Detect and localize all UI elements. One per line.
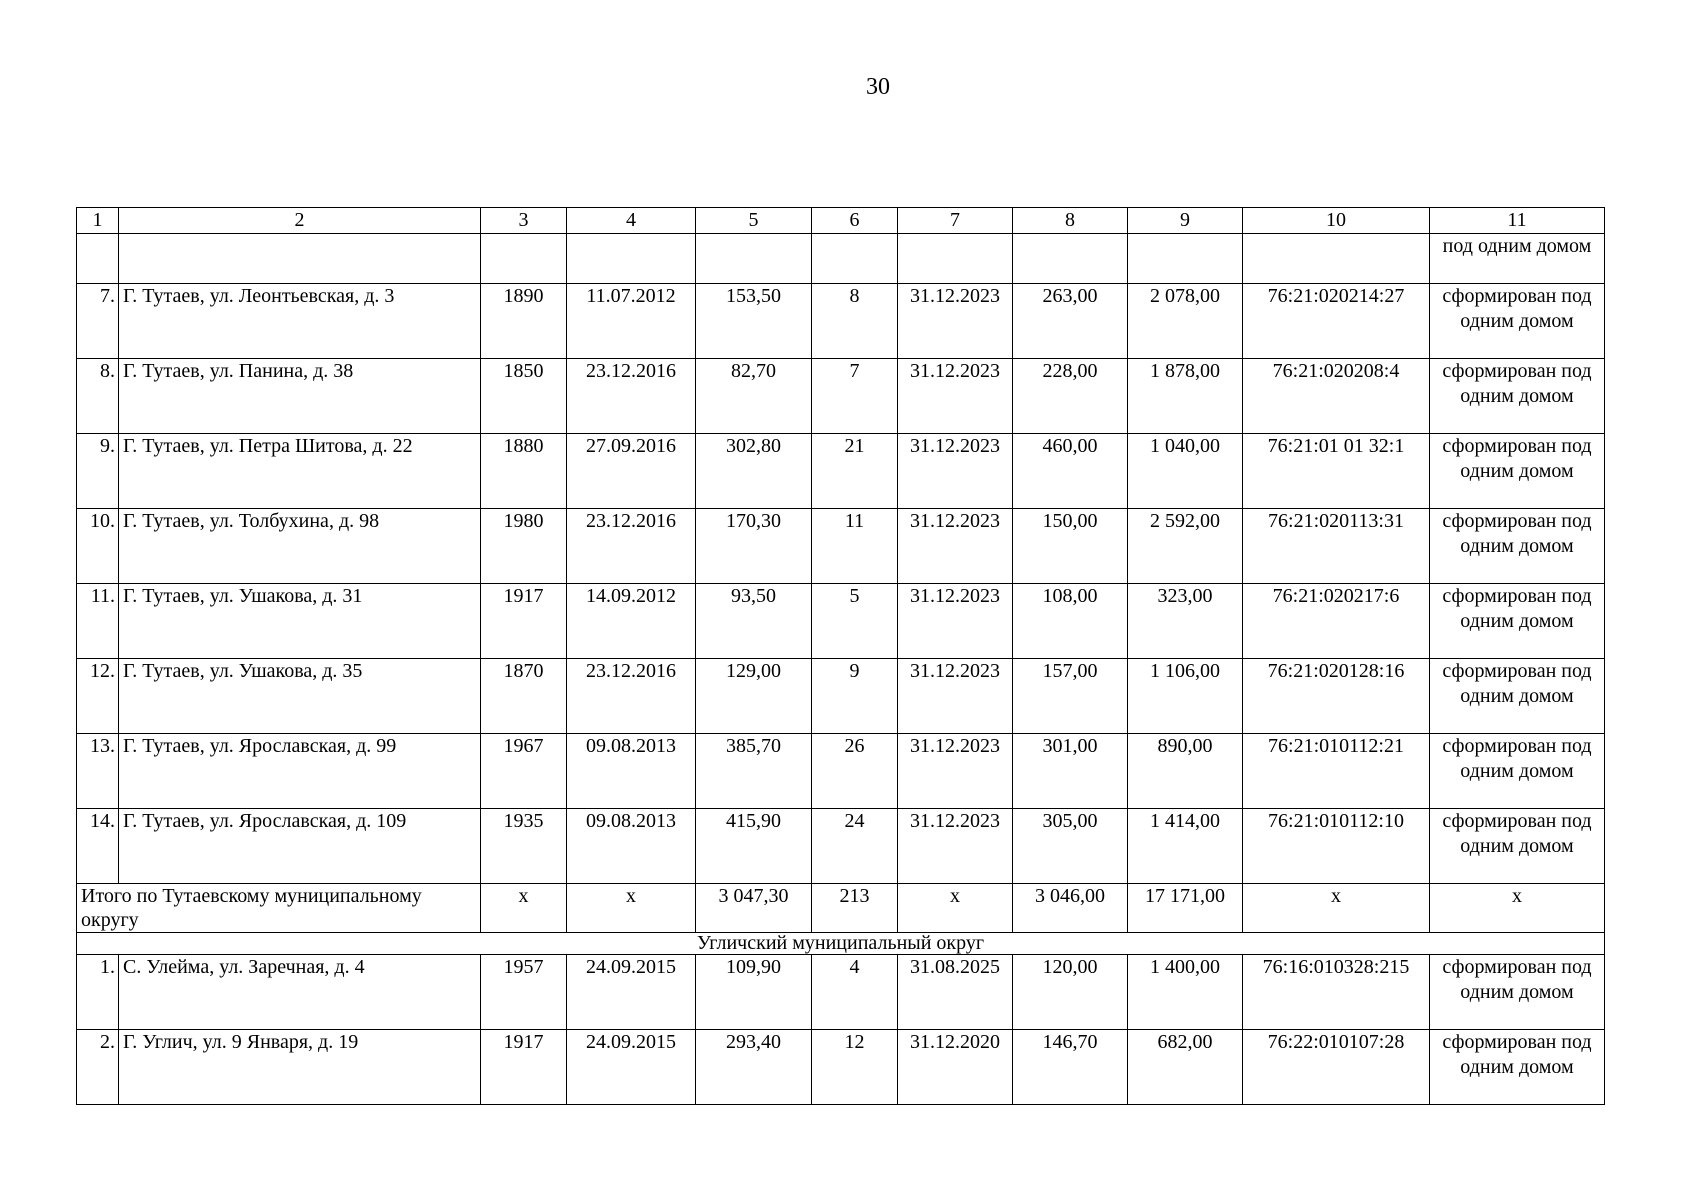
- land-area-cell: 305,00: [1013, 809, 1128, 884]
- status-cell: сформирован под одним домом: [1430, 659, 1605, 734]
- table-row: [77, 359, 1605, 434]
- deadline-cell: 31.12.2023: [898, 509, 1013, 584]
- land-area-cell: 150,00: [1013, 509, 1128, 584]
- residents-cell: 21: [812, 434, 898, 509]
- address-cell: Г. Тутаев, ул. Панина, д. 38: [119, 359, 481, 434]
- area-cell: 153,50: [696, 284, 812, 359]
- cost-cell: 1 040,00: [1128, 434, 1243, 509]
- area-cell: 302,80: [696, 434, 812, 509]
- status-cell: сформирован под одним домом: [1430, 284, 1605, 359]
- row-number: 7.: [77, 284, 119, 359]
- address-cell: Г. Тутаев, ул. Леонтьевская, д. 3: [119, 284, 481, 359]
- area-cell: 170,30: [696, 509, 812, 584]
- total-deadline: х: [898, 884, 1013, 933]
- status-cell: сформирован под одним домом: [1430, 1030, 1605, 1105]
- table-row: [77, 584, 1605, 659]
- cadastre-cell: 76:21:010112:21: [1243, 734, 1430, 809]
- housing-register-table: [76, 207, 1605, 1105]
- cadastre-cell: 76:21:020208:4: [1243, 359, 1430, 434]
- column-number: 10: [1243, 208, 1430, 234]
- table-row: [77, 955, 1605, 1030]
- section-title: Угличский муниципальный округ: [77, 933, 1605, 955]
- continuation-note: под одним домом: [1430, 234, 1605, 284]
- cost-cell: 1 414,00: [1128, 809, 1243, 884]
- land-area-cell: 157,00: [1013, 659, 1128, 734]
- tutaev-rows: [77, 284, 1605, 884]
- total-cadastre: х: [1243, 884, 1430, 933]
- column-number: 3: [481, 208, 567, 234]
- date-cell: 24.09.2015: [567, 955, 696, 1030]
- column-number: 4: [567, 208, 696, 234]
- area-cell: 385,70: [696, 734, 812, 809]
- residents-cell: 5: [812, 584, 898, 659]
- address-cell: С. Улейма, ул. Заречная, д. 4: [119, 955, 481, 1030]
- land-area-cell: 263,00: [1013, 284, 1128, 359]
- status-cell: сформирован под одним домом: [1430, 509, 1605, 584]
- land-area-cell: 108,00: [1013, 584, 1128, 659]
- residents-cell: 12: [812, 1030, 898, 1105]
- cadastre-cell: 76:21:010112:10: [1243, 809, 1430, 884]
- date-cell: 23.12.2016: [567, 659, 696, 734]
- table-row: [77, 434, 1605, 509]
- cost-cell: 2 592,00: [1128, 509, 1243, 584]
- land-area-cell: 228,00: [1013, 359, 1128, 434]
- total-row: [77, 884, 1605, 933]
- row-number: 1.: [77, 955, 119, 1030]
- year-cell: 1890: [481, 284, 567, 359]
- residents-cell: 11: [812, 509, 898, 584]
- column-number: 6: [812, 208, 898, 234]
- cadastre-cell: 76:21:020214:27: [1243, 284, 1430, 359]
- deadline-cell: 31.12.2023: [898, 284, 1013, 359]
- year-cell: 1880: [481, 434, 567, 509]
- column-number: 1: [77, 208, 119, 234]
- section-row: [77, 933, 1605, 955]
- deadline-cell: 31.12.2023: [898, 434, 1013, 509]
- year-cell: 1870: [481, 659, 567, 734]
- row-number: 9.: [77, 434, 119, 509]
- column-number: 11: [1430, 208, 1605, 234]
- status-cell: сформирован под одним домом: [1430, 809, 1605, 884]
- row-number: 8.: [77, 359, 119, 434]
- area-cell: 415,90: [696, 809, 812, 884]
- cost-cell: 682,00: [1128, 1030, 1243, 1105]
- total-status: х: [1430, 884, 1605, 933]
- table-row: [77, 284, 1605, 359]
- land-area-cell: 146,70: [1013, 1030, 1128, 1105]
- deadline-cell: 31.12.2023: [898, 734, 1013, 809]
- column-number: 7: [898, 208, 1013, 234]
- table-row: [77, 1030, 1605, 1105]
- date-cell: 23.12.2016: [567, 359, 696, 434]
- deadline-cell: 31.12.2023: [898, 659, 1013, 734]
- status-cell: сформирован под одним домом: [1430, 434, 1605, 509]
- year-cell: 1935: [481, 809, 567, 884]
- cost-cell: 323,00: [1128, 584, 1243, 659]
- cost-cell: 1 878,00: [1128, 359, 1243, 434]
- address-cell: Г. Тутаев, ул. Толбухина, д. 98: [119, 509, 481, 584]
- total-label: Итого по Тутаевскому муниципальному округу: [77, 884, 481, 933]
- cadastre-cell: 76:21:01 01 32:1: [1243, 434, 1430, 509]
- row-number: 2.: [77, 1030, 119, 1105]
- year-cell: 1980: [481, 509, 567, 584]
- status-cell: сформирован под одним домом: [1430, 955, 1605, 1030]
- cost-cell: 890,00: [1128, 734, 1243, 809]
- address-cell: Г. Тутаев, ул. Ушакова, д. 35: [119, 659, 481, 734]
- total-land: 3 046,00: [1013, 884, 1128, 933]
- page-number: 30: [866, 74, 890, 100]
- address-cell: Г. Тутаев, ул. Ярославская, д. 109: [119, 809, 481, 884]
- residents-cell: 26: [812, 734, 898, 809]
- cadastre-cell: 76:16:010328:215: [1243, 955, 1430, 1030]
- status-cell: сформирован под одним домом: [1430, 359, 1605, 434]
- cost-cell: 1 106,00: [1128, 659, 1243, 734]
- area-cell: 293,40: [696, 1030, 812, 1105]
- date-cell: 24.09.2015: [567, 1030, 696, 1105]
- deadline-cell: 31.12.2023: [898, 584, 1013, 659]
- residents-cell: 9: [812, 659, 898, 734]
- column-number: 5: [696, 208, 812, 234]
- land-area-cell: 301,00: [1013, 734, 1128, 809]
- year-cell: 1967: [481, 734, 567, 809]
- address-cell: Г. Тутаев, ул. Ярославская, д. 99: [119, 734, 481, 809]
- year-cell: 1850: [481, 359, 567, 434]
- residents-cell: 7: [812, 359, 898, 434]
- column-number-row: [77, 208, 1605, 234]
- address-cell: Г. Тутаев, ул. Ушакова, д. 31: [119, 584, 481, 659]
- residents-cell: 24: [812, 809, 898, 884]
- cost-cell: 1 400,00: [1128, 955, 1243, 1030]
- total-area: 3 047,30: [696, 884, 812, 933]
- total-cost: 17 171,00: [1128, 884, 1243, 933]
- row-number: 10.: [77, 509, 119, 584]
- total-date: х: [567, 884, 696, 933]
- row-number: 11.: [77, 584, 119, 659]
- cadastre-cell: 76:22:010107:28: [1243, 1030, 1430, 1105]
- land-area-cell: 460,00: [1013, 434, 1128, 509]
- cost-cell: 2 078,00: [1128, 284, 1243, 359]
- date-cell: 23.12.2016: [567, 509, 696, 584]
- address-cell: Г. Тутаев, ул. Петра Шитова, д. 22: [119, 434, 481, 509]
- table-row: [77, 734, 1605, 809]
- total-year: х: [481, 884, 567, 933]
- deadline-cell: 31.12.2023: [898, 809, 1013, 884]
- column-number: 8: [1013, 208, 1128, 234]
- table-row: [77, 659, 1605, 734]
- cadastre-cell: 76:21:020217:6: [1243, 584, 1430, 659]
- row-number: 14.: [77, 809, 119, 884]
- year-cell: 1917: [481, 584, 567, 659]
- column-number: 9: [1128, 208, 1243, 234]
- row-number: 12.: [77, 659, 119, 734]
- area-cell: 93,50: [696, 584, 812, 659]
- row-number: 13.: [77, 734, 119, 809]
- area-cell: 82,70: [696, 359, 812, 434]
- area-cell: 129,00: [696, 659, 812, 734]
- deadline-cell: 31.12.2020: [898, 1030, 1013, 1105]
- table-row: [77, 809, 1605, 884]
- address-cell: Г. Углич, ул. 9 Января, д. 19: [119, 1030, 481, 1105]
- status-cell: сформирован под одним домом: [1430, 734, 1605, 809]
- uglich-rows: [77, 955, 1605, 1105]
- area-cell: 109,90: [696, 955, 812, 1030]
- year-cell: 1917: [481, 1030, 567, 1105]
- status-cell: сформирован под одним домом: [1430, 584, 1605, 659]
- deadline-cell: 31.12.2023: [898, 359, 1013, 434]
- date-cell: 11.07.2012: [567, 284, 696, 359]
- residents-cell: 4: [812, 955, 898, 1030]
- column-number: 2: [119, 208, 481, 234]
- residents-cell: 8: [812, 284, 898, 359]
- year-cell: 1957: [481, 955, 567, 1030]
- date-cell: 27.09.2016: [567, 434, 696, 509]
- table-row: [77, 509, 1605, 584]
- cadastre-cell: 76:21:020128:16: [1243, 659, 1430, 734]
- deadline-cell: 31.08.2025: [898, 955, 1013, 1030]
- date-cell: 09.08.2013: [567, 734, 696, 809]
- cadastre-cell: 76:21:020113:31: [1243, 509, 1430, 584]
- land-area-cell: 120,00: [1013, 955, 1128, 1030]
- date-cell: 14.09.2012: [567, 584, 696, 659]
- continuation-row: [77, 234, 1605, 284]
- date-cell: 09.08.2013: [567, 809, 696, 884]
- total-people: 213: [812, 884, 898, 933]
